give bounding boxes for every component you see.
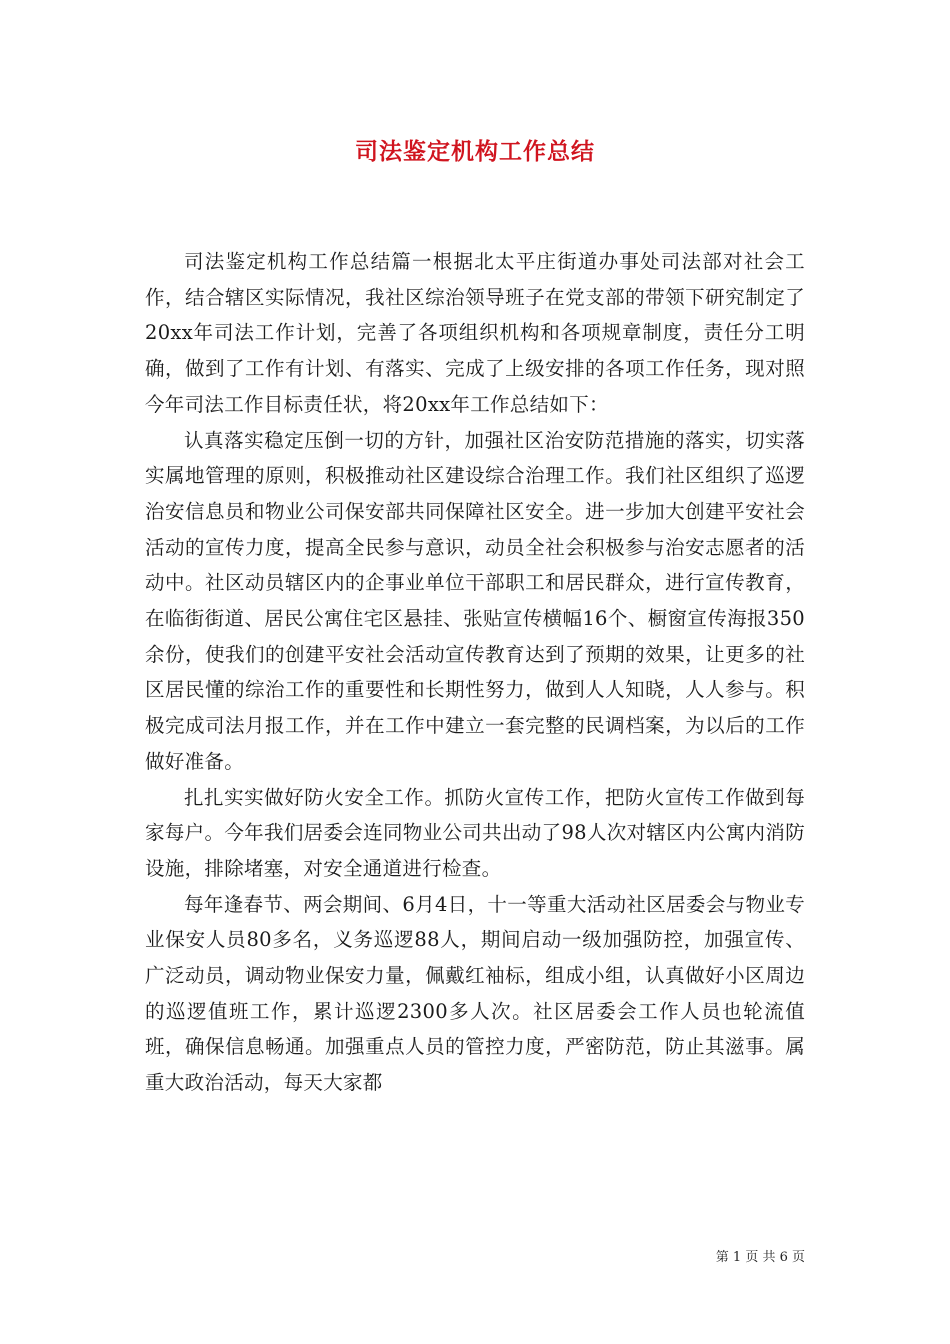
paragraph-1: 司法鉴定机构工作总结篇一根据北太平庄街道办事处司法部对社会工作，结合辖区实际情况，我社区综治领导班子在党支部的带领下研究制定了20xx年司法工作计划，完善了各项组织机构和各项规章制度，责任分工明确，做到了工作有计划、有落实、完成了上级安排的各项工作任务，现对照今年司法工作目标责任状，将20xx年工作总结如下： bbox=[145, 250, 805, 416]
document-title: 司法鉴定机构工作总结 bbox=[355, 139, 595, 165]
document-body bbox=[145, 244, 805, 1101]
paragraph-3: 扎扎实实做好防火安全工作。抓防火宣传工作，把防火宣传工作做到每家每户。今年我们居委会连同物业公司共出动了98人次对辖区内公寓内消防设施，排除堵塞，对安全通道进行检查。 bbox=[145, 785, 805, 880]
paragraph-2: 认真落实稳定压倒一切的方针，加强社区治安防范措施的落实，切实落实属地管理的原则，积极推动社区建设综合治理工作。我们社区组织了巡逻治安信息员和物业公司保安部共同保障社区安全。进一步加大创建平安社会活动的宣传力度，提高全民参与意识，动员全社会积极参与治安志愿者的活动中。社区动员辖区内的企事业单位干部职工和居民群众，进行宣传教育，在临街街道、居民公寓住宅区悬挂、张贴宣传横幅16个、橱窗宣传海报350余份，使我们的创建平安社会活动宣传教育达到了预期的效果，让更多的社区居民懂的综治工作的重要性和长期性努力，做到人人知晓，人人参与。积极完成司法月报工作，并在工作中建立一套完整的民调档案，为以后的工作做好准备。 bbox=[145, 428, 805, 773]
paragraph-4: 每年逢春节、两会期间、6月4日，十一等重大活动社区居委会与物业专业保安人员80多名，义务巡逻88人，期间启动一级加强防控，加强宣传、广泛动员，调动物业保安力量，佩戴红袖标，组成小组，认真做好小区周边的巡逻值班工作，累计巡逻2300多人次。社区居委会工作人员也轮流值班，确保信息畅通。加强重点人员的管控力度，严密防范，防止其滋事。属重大政治活动，每天大家都 bbox=[145, 892, 805, 1095]
page-number-footer: 第 1 页 共 6 页 bbox=[715, 1250, 805, 1265]
